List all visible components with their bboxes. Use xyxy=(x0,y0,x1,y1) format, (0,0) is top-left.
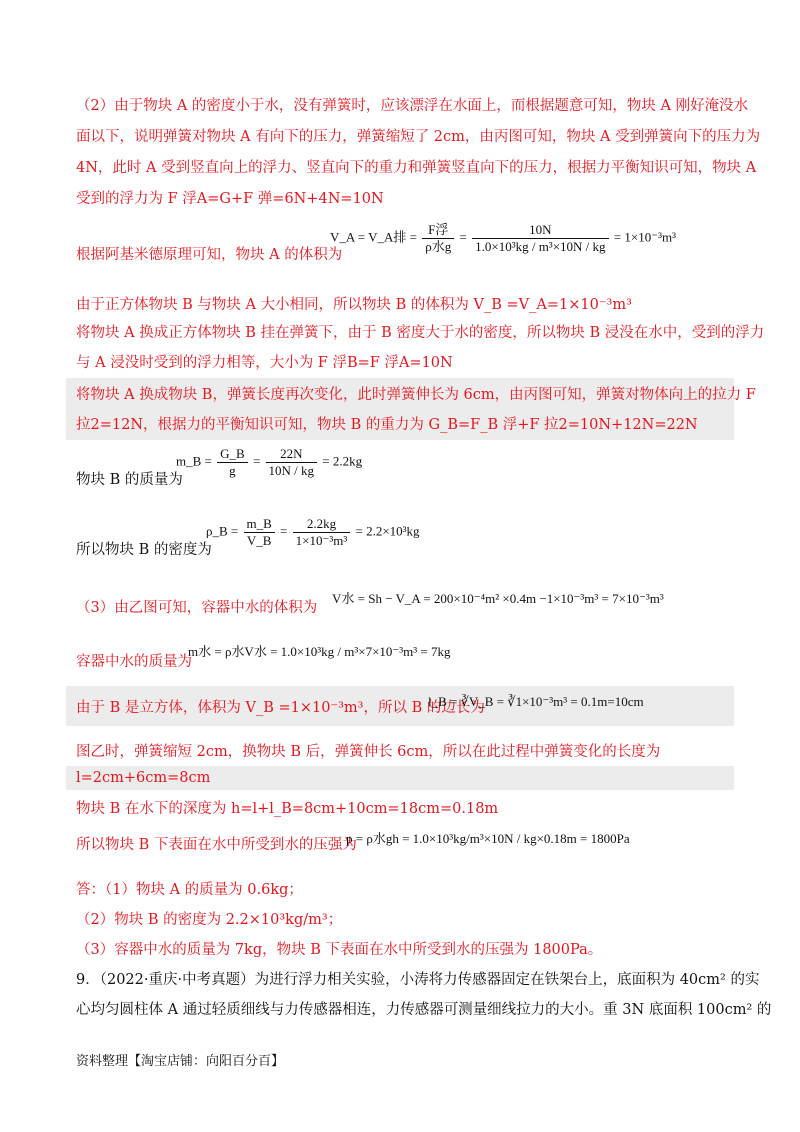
formula-water-volume: V水 = Sh − V_A = 200×10⁻⁴m² ×0.4m −1×10⁻³m³ = 7×10⁻³m³ xyxy=(332,591,664,606)
text-line: 由于 B 是立方体，体积为 V_B =1×10⁻³m³，所以 B 的边长为 xyxy=(76,700,485,716)
equals: = xyxy=(280,523,288,539)
text-line: 将物块 A 换成物块 B，弹簧长度再次变化，此时弹簧伸长为 6cm，由丙图可知，弹簧对物体向上的拉力 F xyxy=(76,387,756,403)
text-line: 图乙时，弹簧缩短 2cm，换物块 B 后，弹簧伸长 6cm，所以在此过程中弹簧变化的长度为 xyxy=(76,744,661,760)
numerator: 22N xyxy=(266,446,318,463)
text-line: 物块 B 在水下的深度为 h=l+l_B=8cm+10cm=18cm=0.18m xyxy=(76,801,499,817)
fraction xyxy=(244,516,275,549)
answer-line: 答：（1）物块 A 的质量为 0.6kg； xyxy=(76,882,303,898)
text-line: 4N，此时 A 受到竖直向上的浮力、竖直向下的重力和弹簧竖直向下的压力，根据力平衡知识可知，物块 A xyxy=(76,160,757,176)
text-line: 所以物块 B 的密度为 xyxy=(76,542,212,558)
numerator: F浮 xyxy=(422,222,454,239)
text-line: （3）由乙图可知，容器中水的体积为 xyxy=(76,600,318,616)
formula-density-b xyxy=(206,516,420,549)
formula-lhs: ρ_B = xyxy=(206,523,239,539)
formula-rhs: = 1×10⁻³m³ xyxy=(613,229,676,245)
denominator: 1.0×10³kg / m³×10N / kg xyxy=(475,239,606,254)
equals: = xyxy=(252,453,261,469)
text-line: 与 A 浸没时受到的浮力相等，大小为 F 浮B=F 浮A=10N xyxy=(76,355,453,371)
fraction xyxy=(472,222,608,255)
denominator: V_B xyxy=(246,533,272,548)
fraction xyxy=(217,446,248,479)
text-line: 拉2=12N，根据力的平衡知识可知，物块 B 的重力为 G_B=F_B 浮+F 拉2=10N+12N=22N xyxy=(76,417,698,433)
formula-rhs: = 2.2×10³kg xyxy=(355,523,420,539)
text-line: l=2cm+6cm=8cm xyxy=(76,770,211,786)
text-line: 受到的浮力为 F 浮A=G+F 弹=6N+4N=10N xyxy=(76,191,384,207)
question-line: 心均匀圆柱体 A 通过轻质细线与力传感器相连，力传感器可测量细线拉力的大小。重 3N 底面积 100cm² 的 xyxy=(76,1002,772,1018)
numerator: G_B xyxy=(217,446,248,463)
formula-edge-length: l_B = ∛V_B = ∛1×10⁻³m³ = 0.1m=10cm xyxy=(428,694,644,709)
formula-lhs: m_B = xyxy=(176,453,212,469)
denominator: 10N / kg xyxy=(268,463,315,478)
formula-mass-b xyxy=(176,446,362,479)
page-footer: 资料整理【淘宝店铺：向阳百分百】 xyxy=(76,1054,285,1069)
formula-lhs: V_A = V_A排 = xyxy=(330,229,418,245)
denominator: 1×10⁻³m³ xyxy=(295,533,348,548)
text-line: 面以下，说明弹簧对物块 A 有向下的压力，弹簧缩短了 2cm，由丙图可知，物块 A 受到弹簧向下的压力为 xyxy=(76,129,761,145)
answer-line: （3）容器中水的质量为 7kg，物块 B 下表面在水中所受到水的压强为 1800Pa。 xyxy=(76,942,603,958)
denominator: ρ水g xyxy=(425,239,452,254)
equals: = xyxy=(459,229,467,245)
answer-line: （2）物块 B 的密度为 2.2×10³kg/m³； xyxy=(76,912,343,928)
formula-rhs: = 2.2kg xyxy=(322,453,363,469)
fraction xyxy=(422,222,454,255)
formula-volume-a xyxy=(330,222,676,255)
text-line: （2）由于物块 A 的密度小于水，没有弹簧时，应该漂浮在水面上，而根据题意可知，物块 A 刚好淹没水 xyxy=(76,98,749,114)
numerator: 2.2kg xyxy=(293,516,351,533)
text-line: 将物块 A 换成正方体物块 B 挂在弹簧下，由于 B 密度大于水的密度，所以物块 B 浸没在水中，受到的浮力 xyxy=(76,325,765,341)
numerator: m_B xyxy=(244,516,275,533)
text-line: 物块 B 的质量为 xyxy=(76,472,183,488)
text-line: 容器中水的质量为 xyxy=(76,654,192,670)
text-line: 根据阿基米德原理可知，物块 A 的体积为 xyxy=(76,247,343,263)
formula-water-mass: m水 = ρ水V水 = 1.0×10³kg / m³×7×10⁻³m³ = 7kg xyxy=(188,644,451,659)
question-line: 9．（2022·重庆·中考真题）为进行浮力相关实验，小涛将力传感器固定在铁架台上，底面积为 40cm² 的实 xyxy=(76,972,760,988)
fraction xyxy=(293,516,351,549)
text-line: 由于正方体物块 B 与物块 A 大小相同，所以物块 B 的体积为 V_B =V_A=1×10⁻³m³ xyxy=(76,297,632,313)
text-line: 所以物块 B 下表面在水中所受到水的压强为 xyxy=(76,837,357,853)
denominator: g xyxy=(229,463,236,478)
fraction xyxy=(266,446,318,479)
formula-pressure: p = ρ水gh = 1.0×10³kg/m³×10N / kg×0.18m = 1800Pa xyxy=(346,831,630,846)
numerator: 10N xyxy=(472,222,608,239)
